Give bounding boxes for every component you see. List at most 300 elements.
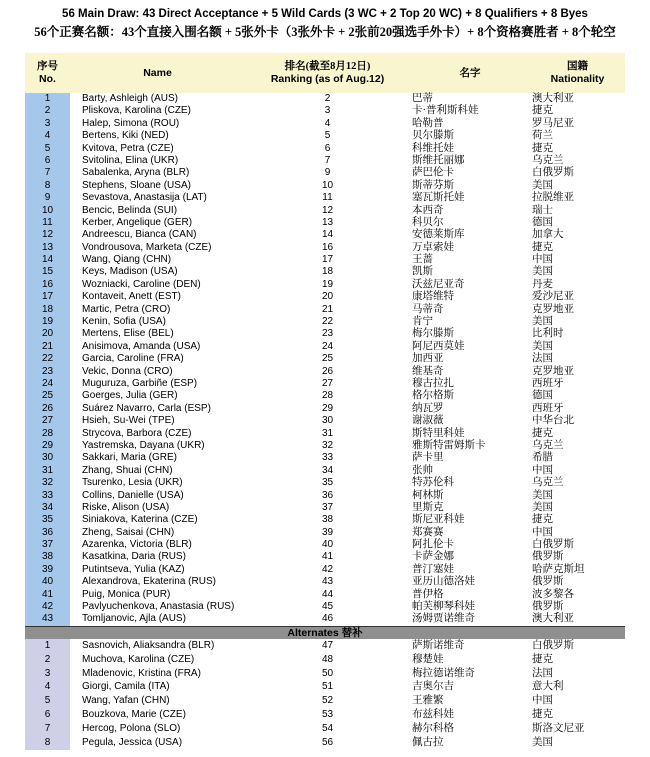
player-name-cell: Zheng, Saisai (CHN) [82, 526, 175, 538]
player-name-cell: Muguruza, Garbiñe (ESP) [82, 377, 198, 389]
player-name-cell: Garcia, Caroline (FRA) [82, 353, 184, 365]
row-no-cell: 36 [25, 527, 70, 539]
ranking-cell: 56 [321, 737, 334, 749]
cn-name-cell: 柯林斯 [412, 489, 444, 501]
ranking-cell: 30 [321, 415, 334, 427]
table-row [25, 514, 625, 526]
nationality-cell: 捷克 [532, 514, 553, 526]
ranking-cell: 48 [321, 653, 334, 665]
table-row [25, 639, 625, 653]
nationality-cell: 斯洛文尼亚 [532, 723, 585, 735]
cn-name-cell: 亚历山德洛娃 [412, 576, 475, 588]
nationality-cell: 白俄罗斯 [532, 539, 574, 551]
nationality-cell: 美国 [532, 179, 553, 191]
player-name-cell: Pegula, Jessica (USA) [82, 737, 183, 749]
ranking-cell: 32 [321, 439, 334, 451]
table-row [25, 736, 625, 750]
nationality-cell: 意大利 [532, 681, 564, 693]
player-name-cell: Hsieh, Su-Wei (TPE) [82, 415, 175, 427]
nationality-cell: 荷兰 [532, 130, 553, 142]
cn-name-cell: 帕芙柳琴科娃 [412, 601, 475, 613]
row-no-cell: 2 [25, 105, 70, 117]
ranking-cell: 34 [321, 464, 334, 476]
cn-name-cell: 梅拉德诺维奇 [412, 667, 475, 679]
table-row [25, 601, 625, 613]
player-name-cell: Zhang, Shuai (CHN) [82, 464, 173, 476]
player-name-cell: Sakkari, Maria (GRE) [82, 452, 178, 464]
cn-name-cell: 卡萨金娜 [412, 551, 454, 563]
player-name-cell: Kenin, Sofia (USA) [82, 316, 166, 328]
ranking-cell: 17 [321, 254, 334, 266]
row-no-cell: 10 [25, 205, 70, 217]
row-no-cell: 14 [25, 254, 70, 266]
cn-name-cell: 加西亚 [412, 353, 444, 365]
table-row [25, 694, 625, 708]
table-row [25, 217, 625, 229]
nationality-cell: 捷克 [532, 653, 553, 665]
nationality-cell: 捷克 [532, 427, 553, 439]
table-row [25, 93, 625, 105]
nationality-cell: 美国 [532, 501, 553, 513]
cn-name-cell: 哈勒普 [412, 117, 444, 129]
row-no-cell: 22 [25, 353, 70, 365]
table-row [25, 576, 625, 588]
row-no-cell: 34 [25, 502, 70, 514]
nationality-cell: 德国 [532, 390, 553, 402]
row-no-cell: 4 [25, 680, 70, 694]
cn-name-cell: 维基奇 [412, 365, 444, 377]
row-no-cell: 11 [25, 217, 70, 229]
player-name-cell: Alexandrova, Ekaterina (RUS) [82, 576, 216, 588]
ranking-cell: 25 [321, 353, 334, 365]
ranking-cell: 21 [321, 303, 334, 315]
header-ranking-zh: 排名(截至8月12日) [284, 61, 371, 72]
table-row [25, 353, 625, 365]
player-name-cell: Halep, Simona (ROU) [82, 117, 180, 129]
cn-name-cell: 穆楚娃 [412, 653, 444, 665]
cn-name-cell: 王雅繁 [412, 695, 444, 707]
table-row [25, 390, 625, 402]
ranking-cell: 26 [321, 365, 334, 377]
player-name-cell: Pavlyuchenkova, Anastasia (RUS) [82, 601, 235, 613]
ranking-cell: 19 [321, 278, 334, 290]
player-name-cell: Siniakova, Katerina (CZE) [82, 514, 198, 526]
nationality-cell: 克罗地亚 [532, 303, 574, 315]
cn-name-cell: 郑赛赛 [412, 526, 444, 538]
player-name-cell: Bouzkova, Marie (CZE) [82, 709, 186, 721]
ranking-cell: 42 [321, 563, 334, 575]
cn-name-cell: 科贝尔 [412, 216, 444, 228]
player-name-cell: Mladenovic, Kristina (FRA) [82, 667, 201, 679]
row-no-cell: 8 [25, 736, 70, 750]
nationality-cell: 德国 [532, 216, 553, 228]
ranking-cell: 14 [321, 229, 334, 241]
header-nationality-zh: 国籍 [567, 61, 588, 72]
nationality-cell: 澳大利亚 [532, 613, 574, 625]
nationality-cell: 白俄罗斯 [532, 639, 574, 651]
ranking-cell: 29 [321, 402, 334, 414]
ranking-cell: 7 [324, 154, 331, 166]
table-row [25, 680, 625, 694]
nationality-cell: 波多黎各 [532, 588, 574, 600]
nationality-cell: 捷克 [532, 142, 553, 154]
ranking-cell: 47 [321, 639, 334, 651]
cn-name-cell: 阿尼西莫娃 [412, 340, 465, 352]
cn-name-cell: 斯蒂芬斯 [412, 179, 454, 191]
header-name-label: Name [143, 66, 172, 79]
nationality-cell: 俄罗斯 [532, 601, 564, 613]
ranking-cell: 18 [321, 266, 334, 278]
table-row [25, 242, 625, 254]
page-title [0, 6, 650, 41]
nationality-cell: 俄罗斯 [532, 576, 564, 588]
player-name-cell: Riske, Alison (USA) [82, 501, 170, 513]
cn-name-cell: 巴蒂 [412, 93, 433, 104]
ranking-cell: 51 [321, 681, 334, 693]
cn-name-cell: 塞瓦斯托娃 [412, 192, 465, 204]
row-no-cell: 5 [25, 694, 70, 708]
ranking-cell: 40 [321, 539, 334, 551]
row-no-cell: 43 [25, 613, 70, 625]
header-name [70, 53, 245, 93]
cn-name-cell: 贝尔滕斯 [412, 130, 454, 142]
row-no-cell: 28 [25, 428, 70, 440]
header-cn-name-label: 名字 [459, 67, 481, 79]
row-no-cell: 32 [25, 477, 70, 489]
table-row [25, 465, 625, 477]
ranking-cell: 43 [321, 576, 334, 588]
table-row [25, 490, 625, 502]
cn-name-cell: 万卓索娃 [412, 241, 454, 253]
ranking-cell: 2 [324, 93, 331, 104]
table-row [25, 328, 625, 340]
cn-name-cell: 吉奥尔吉 [412, 681, 454, 693]
row-no-cell: 38 [25, 551, 70, 563]
cn-name-cell: 里斯克 [412, 501, 444, 513]
player-name-cell: Suárez Navarro, Carla (ESP) [82, 402, 211, 414]
cn-name-cell: 布兹科娃 [412, 709, 454, 721]
row-no-cell: 1 [25, 639, 70, 653]
nationality-cell: 乌克兰 [532, 477, 564, 489]
ranking-cell: 3 [324, 105, 331, 117]
nationality-cell: 乌克兰 [532, 439, 564, 451]
row-no-cell: 41 [25, 589, 70, 601]
header-no-en: No. [39, 73, 56, 85]
cn-name-cell: 康塔维特 [412, 291, 454, 303]
row-no-cell: 2 [25, 653, 70, 667]
row-no-cell: 24 [25, 378, 70, 390]
table-row [25, 130, 625, 142]
table-row [25, 667, 625, 681]
row-no-cell: 5 [25, 143, 70, 155]
table-row [25, 502, 625, 514]
player-name-cell: Strycova, Barbora (CZE) [82, 427, 192, 439]
cn-name-cell: 卡·普利斯科娃 [412, 105, 479, 117]
nationality-cell: 捷克 [532, 105, 553, 117]
cn-name-cell: 萨斯诺维奇 [412, 639, 465, 651]
page-title-zh: 56个正赛名额：43个直接入围名额 + 5张外卡（3张外卡 + 2张前20强选手外卡）+ 8个资格赛胜者 + 8个轮空 [34, 25, 616, 39]
table-header-row [25, 53, 625, 93]
ranking-cell: 46 [321, 613, 334, 625]
player-name-cell: Collins, Danielle (USA) [82, 489, 184, 501]
nationality-cell: 捷克 [532, 709, 553, 721]
header-nationality-en: Nationality [550, 73, 605, 85]
row-no-cell: 23 [25, 366, 70, 378]
player-name-cell: Sevastova, Anastasija (LAT) [82, 192, 207, 204]
table-row [25, 366, 625, 378]
player-name-cell: Tomljanovic, Ajla (AUS) [82, 613, 186, 625]
table-row [25, 254, 625, 266]
row-no-cell: 17 [25, 291, 70, 303]
player-name-cell: Sasnovich, Aliaksandra (BLR) [82, 639, 215, 651]
cn-name-cell: 张帅 [412, 464, 433, 476]
row-no-cell: 7 [25, 722, 70, 736]
table-row [25, 205, 625, 217]
player-name-cell: Kasatkina, Daria (RUS) [82, 551, 186, 563]
row-no-cell: 37 [25, 539, 70, 551]
cn-name-cell: 沃兹尼亚奇 [412, 278, 465, 290]
row-no-cell: 33 [25, 490, 70, 502]
player-name-cell: Stephens, Sloane (USA) [82, 179, 191, 191]
nationality-cell: 中华台北 [532, 415, 574, 427]
table-row [25, 279, 625, 291]
nationality-cell: 俄罗斯 [532, 551, 564, 563]
player-name-cell: Vekic, Donna (CRO) [82, 365, 173, 377]
table-row [25, 304, 625, 316]
table-row [25, 708, 625, 722]
ranking-cell: 41 [321, 551, 334, 563]
row-no-cell: 15 [25, 266, 70, 278]
row-no-cell: 3 [25, 667, 70, 681]
nationality-cell: 克罗地亚 [532, 365, 574, 377]
cn-name-cell: 特苏伦科 [412, 477, 454, 489]
player-name-cell: Tsurenko, Lesia (UKR) [82, 477, 183, 489]
nationality-cell: 丹麦 [532, 278, 553, 290]
nationality-cell: 法国 [532, 353, 553, 365]
main-draw-rows [25, 93, 625, 626]
draw-table [25, 53, 625, 750]
row-no-cell: 18 [25, 304, 70, 316]
nationality-cell: 拉脱维亚 [532, 192, 574, 204]
row-no-cell: 39 [25, 564, 70, 576]
cn-name-cell: 肯宁 [412, 316, 433, 328]
ranking-cell: 36 [321, 489, 334, 501]
table-row [25, 266, 625, 278]
player-name-cell: Muchova, Karolina (CZE) [82, 653, 195, 665]
player-name-cell: Goerges, Julia (GER) [82, 390, 178, 402]
cn-name-cell: 穆古拉扎 [412, 377, 454, 389]
cn-name-cell: 凯斯 [412, 266, 433, 278]
ranking-cell: 27 [321, 377, 334, 389]
ranking-cell: 13 [321, 216, 334, 228]
player-name-cell: Bertens, Kiki (NED) [82, 130, 169, 142]
header-ranking-en: Ranking (as of Aug.12) [270, 73, 385, 85]
page-title-en: 56 Main Draw: 43 Direct Acceptance + 5 Wild Cards (3 WC + 2 Top 20 WC) + 8 Qualifiers + 8 Byes [62, 8, 588, 20]
cn-name-cell: 马蒂奇 [412, 303, 444, 315]
nationality-cell: 爱沙尼亚 [532, 291, 574, 303]
cn-name-cell: 梅尔滕斯 [412, 328, 454, 340]
row-no-cell: 12 [25, 229, 70, 241]
row-no-cell: 31 [25, 465, 70, 477]
ranking-cell: 22 [321, 316, 334, 328]
cn-name-cell: 萨巴伦卡 [412, 167, 454, 179]
row-no-cell: 20 [25, 328, 70, 340]
player-name-cell: Wang, Qiang (CHN) [82, 254, 172, 266]
cn-name-cell: 普汀塞娃 [412, 563, 454, 575]
table-row [25, 291, 625, 303]
player-name-cell: Bencic, Belinda (SUI) [82, 204, 178, 216]
table-row [25, 722, 625, 736]
table-row [25, 539, 625, 551]
row-no-cell: 25 [25, 390, 70, 402]
player-name-cell: Keys, Madison (USA) [82, 266, 178, 278]
ranking-cell: 23 [321, 328, 334, 340]
nationality-cell: 乌克兰 [532, 154, 564, 166]
row-no-cell: 35 [25, 514, 70, 526]
table-row [25, 180, 625, 192]
table-row [25, 564, 625, 576]
ranking-cell: 10 [321, 179, 334, 191]
player-name-cell: Putintseva, Yulia (KAZ) [82, 563, 185, 575]
nationality-cell: 中国 [532, 695, 553, 707]
ranking-cell: 54 [321, 723, 334, 735]
ranking-cell: 24 [321, 340, 334, 352]
cn-name-cell: 本西奇 [412, 204, 444, 216]
alternates-section-bar: Alternates 替补 [25, 626, 625, 639]
nationality-cell: 罗马尼亚 [532, 117, 574, 129]
header-no-zh: 序号 [37, 61, 58, 72]
player-name-cell: Wozniacki, Caroline (DEN) [82, 278, 201, 290]
cn-name-cell: 安德莱斯库 [412, 229, 465, 241]
row-no-cell: 3 [25, 118, 70, 130]
player-name-cell: Martic, Petra (CRO) [82, 303, 171, 315]
header-cn-name [410, 53, 530, 93]
cn-name-cell: 阿扎伦卡 [412, 539, 454, 551]
nationality-cell: 捷克 [532, 241, 553, 253]
player-name-cell: Hercog, Polona (SLO) [82, 723, 181, 735]
player-name-cell: Barty, Ashleigh (AUS) [82, 93, 178, 104]
ranking-cell: 35 [321, 477, 334, 489]
row-no-cell: 21 [25, 341, 70, 353]
player-name-cell: Anisimova, Amanda (USA) [82, 340, 201, 352]
player-name-cell: Pliskova, Karolina (CZE) [82, 105, 191, 117]
ranking-cell: 12 [321, 204, 334, 216]
row-no-cell: 8 [25, 180, 70, 192]
ranking-cell: 9 [324, 167, 331, 179]
table-row [25, 415, 625, 427]
table-row [25, 378, 625, 390]
nationality-cell: 白俄罗斯 [532, 167, 574, 179]
row-no-cell: 19 [25, 316, 70, 328]
cn-name-cell: 谢淑薇 [412, 415, 444, 427]
nationality-cell: 美国 [532, 266, 553, 278]
nationality-cell: 比利时 [532, 328, 564, 340]
nationality-cell: 中国 [532, 254, 553, 266]
player-name-cell: Andreescu, Bianca (CAN) [82, 229, 197, 241]
cn-name-cell: 王蔷 [412, 254, 433, 266]
nationality-cell: 美国 [532, 340, 553, 352]
ranking-cell: 28 [321, 390, 334, 402]
player-name-cell: Svitolina, Elina (UKR) [82, 154, 179, 166]
player-name-cell: Yastremska, Dayana (UKR) [82, 439, 205, 451]
row-no-cell: 13 [25, 242, 70, 254]
player-name-cell: Sabalenka, Aryna (BLR) [82, 167, 190, 179]
table-row [25, 440, 625, 452]
row-no-cell: 1 [25, 93, 70, 105]
table-row [25, 653, 625, 667]
table-row [25, 118, 625, 130]
row-no-cell: 30 [25, 452, 70, 464]
table-row [25, 105, 625, 117]
ranking-cell: 45 [321, 601, 334, 613]
table-row [25, 192, 625, 204]
cn-name-cell: 佩古拉 [412, 737, 444, 749]
row-no-cell: 4 [25, 130, 70, 142]
table-row [25, 589, 625, 601]
table-row [25, 403, 625, 415]
player-name-cell: Azarenka, Victoria (BLR) [82, 539, 192, 551]
row-no-cell: 40 [25, 576, 70, 588]
cn-name-cell: 汤姆贾诺维奇 [412, 613, 475, 625]
ranking-cell: 5 [324, 130, 331, 142]
table-row [25, 167, 625, 179]
row-no-cell: 6 [25, 155, 70, 167]
cn-name-cell: 斯尼亚科娃 [412, 514, 465, 526]
ranking-cell: 6 [324, 142, 331, 154]
table-row [25, 341, 625, 353]
ranking-cell: 50 [321, 667, 334, 679]
ranking-cell: 44 [321, 588, 334, 600]
ranking-cell: 39 [321, 526, 334, 538]
cn-name-cell: 普伊格 [412, 588, 444, 600]
nationality-cell: 加拿大 [532, 229, 564, 241]
row-no-cell: 16 [25, 279, 70, 291]
ranking-cell: 20 [321, 291, 334, 303]
header-ranking [245, 53, 410, 93]
ranking-cell: 38 [321, 514, 334, 526]
ranking-cell: 53 [321, 709, 334, 721]
player-name-cell: Kerber, Angelique (GER) [82, 216, 193, 228]
player-name-cell: Kontaveit, Anett (EST) [82, 291, 181, 303]
cn-name-cell: 斯维托丽娜 [412, 154, 465, 166]
nationality-cell: 美国 [532, 489, 553, 501]
ranking-cell: 4 [324, 117, 331, 129]
nationality-cell: 美国 [532, 737, 553, 749]
cn-name-cell: 赫尔科格 [412, 723, 454, 735]
nationality-cell: 中国 [532, 464, 553, 476]
nationality-cell: 澳大利亚 [532, 93, 574, 104]
cn-name-cell: 萨卡里 [412, 452, 444, 464]
row-no-cell: 42 [25, 601, 70, 613]
table-row [25, 477, 625, 489]
player-name-cell: Wang, Yafan (CHN) [82, 695, 170, 707]
row-no-cell: 6 [25, 708, 70, 722]
table-row [25, 527, 625, 539]
table-row [25, 428, 625, 440]
row-no-cell: 7 [25, 167, 70, 179]
nationality-cell: 西班牙 [532, 402, 564, 414]
alternates-rows [25, 639, 625, 750]
nationality-cell: 美国 [532, 316, 553, 328]
ranking-cell: 11 [322, 192, 333, 204]
ranking-cell: 52 [321, 695, 334, 707]
header-no [25, 53, 70, 93]
table-row [25, 551, 625, 563]
row-no-cell: 27 [25, 415, 70, 427]
table-row [25, 613, 625, 625]
nationality-cell: 希腊 [532, 452, 553, 464]
player-name-cell: Giorgi, Camila (ITA) [82, 681, 170, 693]
